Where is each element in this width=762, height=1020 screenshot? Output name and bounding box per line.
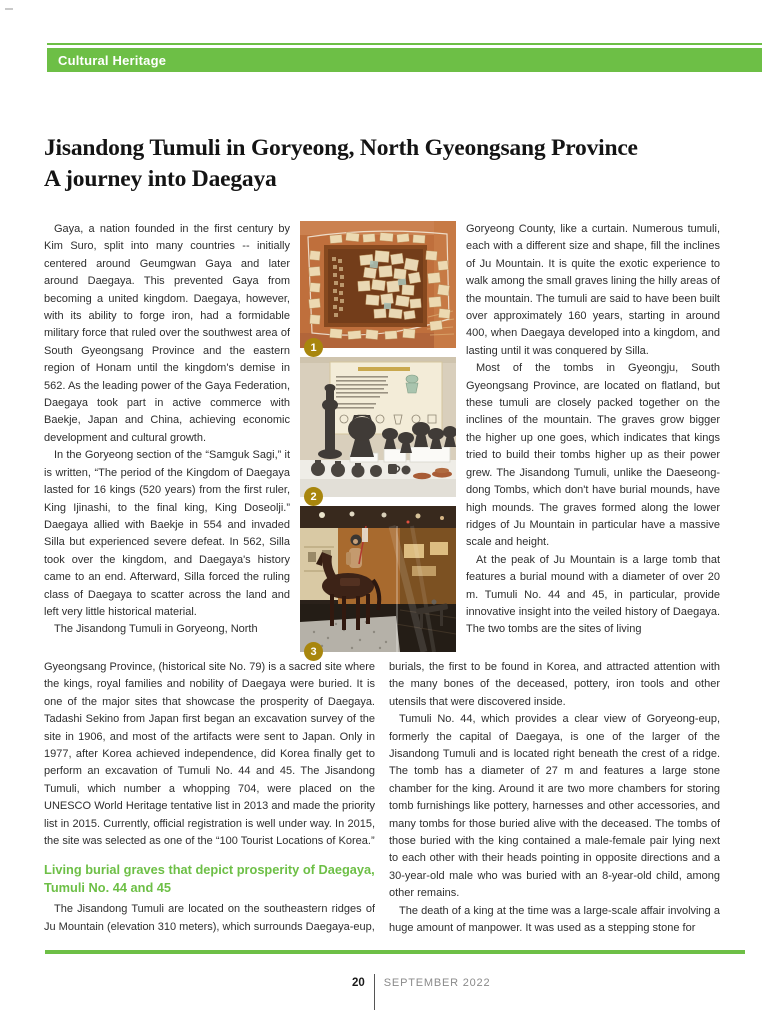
mounted-warrior-exhibit-photo	[300, 506, 456, 652]
paragraph: Most of the tombs in Gyeongju, South Gyeongsang Province, are located on flatland, but these tumuli are closely packed together on the inclines of the mountain. The graves grow bigger the higher up one goes, which indicates that kings tried to build their tombs higher up as their power grew. The Jisandong Tumuli, unlike the Daeseong-dong Tombs, which don't have burial mounds, have high mounds. The graves formed along the lower ridges of Ju Mountain in particular have a massive scale and height.	[466, 362, 720, 549]
section-subheading: Living burial graves that depict prosperity of Daegaya, Tumuli No. 44 and 45	[44, 862, 375, 895]
paragraph: burials, the first to be found in Korea, and attracted attention with the many bones of the deceased, pottery, iron tools and other utensils that were discovered inside.	[389, 661, 720, 708]
section-header-bar	[47, 48, 762, 72]
right-text-column	[466, 221, 720, 659]
paragraph: Goryeong County, like a curtain. Numerous tumuli, each with a different size and shape, fill the inclines of Ju Mountain. It is quite the exotic experience to walk among the small graves lining the hilly areas of the mountain. The tumuli are said to have been built over approximately 160 years, starting in around 400, when Daegaya developed into a kingdom, and lasting until it was conquered by Silla.	[466, 223, 720, 357]
section-label: Cultural Heritage	[58, 52, 167, 68]
figure-excavation	[300, 221, 456, 354]
crop-mark	[5, 8, 13, 10]
lower-right-text-column	[389, 659, 720, 947]
figure-warrior	[300, 506, 456, 658]
paragraph: The death of a king at the time was a large-scale affair involving a huge amount of manpower. It was used as a stepping stone for	[389, 904, 720, 935]
paragraph: Gyeongsang Province, (historical site No. 79) is a sacred site where the kings, royal families and nobility of Daegaya were buried. It is one of the major sites that showcase the prosperity of Daegaya. Tadashi Sekino from Japan first began an excavation survey of the site in 1906, and most of the artifacts were sent to Japan. Only in 1977, after Korea achieved independence, did Korea finally get to perform an excavation of Tumuli No. 44 and 45. The Jisandong Tumuli, which number a whopping 704, were placed on the UNESCO World Heritage tentative list in 2013 and made the priority list in 2015. Currently, official registration is well under way. In 2015, the site was selected as one of the “100 Tourist Locations of Korea.”	[44, 661, 375, 848]
figure-column	[300, 221, 456, 659]
left-text-column	[44, 221, 290, 659]
upper-columns	[44, 221, 720, 659]
paragraph: At the peak of Ju Mountain is a large tomb that features a burial mound with a diameter of over 20 m. Tumuli No. 44 and 45, in particular, provide innovative insight into the veiled history of Daegaya. The two tombs are the sites of living	[466, 553, 720, 636]
lower-left-text-column	[44, 659, 375, 947]
figure-3-number-badge: 3	[304, 642, 323, 661]
paragraph: Gaya, a nation founded in the first century by Kim Suro, split into many countries -- initially centered around Geumgwan Gaya and later around Daegaya. This prevented Gaya from becoming a united kingdom. Daegaya, however, with its ability to forge iron, had a formidable military force that ruled over the southwest area of South Gyeongsang Province and the eastern region of Honam until the kingdom's demise in 562. As the leading power of the Gaya Federation, Daegaya took part in active commerce with Baekje, Japan and China, achieving economic development and cultural growth.	[44, 223, 290, 444]
article-title-line1: Jisandong Tumuli in Goryeong, North Gyeongsang Province	[44, 135, 638, 161]
issue-date: SEPTEMBER 2022	[383, 977, 491, 989]
paragraph: In the Goryeong section of the “Samguk Sagi,” it is written, “The period of the Kingdom of Daegaya lasted for 16 kings (520 years) from the first ruler, King Ijinashi, to the final king, King Doseolji.” Daegaya allied with Baekje in 554 and invaded Silla but experienced severe defeat. In 562, Silla took over the kingdom, and Daegaya's history came to an end. Afterward, Silla forced the ruling class of Daegaya to scatter across the land and left very little historical material.	[44, 449, 290, 618]
figure-2-number-badge: 2	[304, 487, 323, 506]
page-footer	[352, 976, 490, 1010]
footer-rule	[45, 950, 745, 954]
article-title	[44, 133, 734, 195]
pottery-display-photo	[300, 357, 456, 497]
page-number: 20	[352, 977, 365, 989]
figure-1-number-badge: 1	[304, 338, 323, 357]
header-rule	[47, 43, 762, 45]
footer-divider	[374, 974, 375, 1010]
paragraph: The Jisandong Tumuli are located on the southeastern ridges of Ju Mountain (elevation 310 meters), which surrounds Daegaya-eup,	[44, 903, 375, 933]
lower-columns	[44, 659, 720, 947]
article-title-line2: A journey into Daegaya	[44, 166, 277, 192]
figure-pottery	[300, 357, 456, 503]
paragraph: Tumuli No. 44, which provides a clear view of Goryeong-eup, formerly the capital of Daegaya, is one of the larger of the Jisandong Tumuli and is located right beneath the crest of a ridge. The tomb has a diameter of 27 m and features a large stone chamber for the king. Around it are two more chambers for storing tomb furnishings like pottery, harnesses and other accessories, and many tombs for those buried alive with the deceased. The tombs of those buried with the king contained a male-female pair lying next to each other with their heads pointing in opposite directions and a 30-year-old male who was buried with an 8-year-old child, among other remains.	[389, 713, 720, 900]
excavation-pit-photo	[300, 221, 456, 348]
paragraph: The Jisandong Tumuli in Goryeong, North	[54, 623, 258, 636]
